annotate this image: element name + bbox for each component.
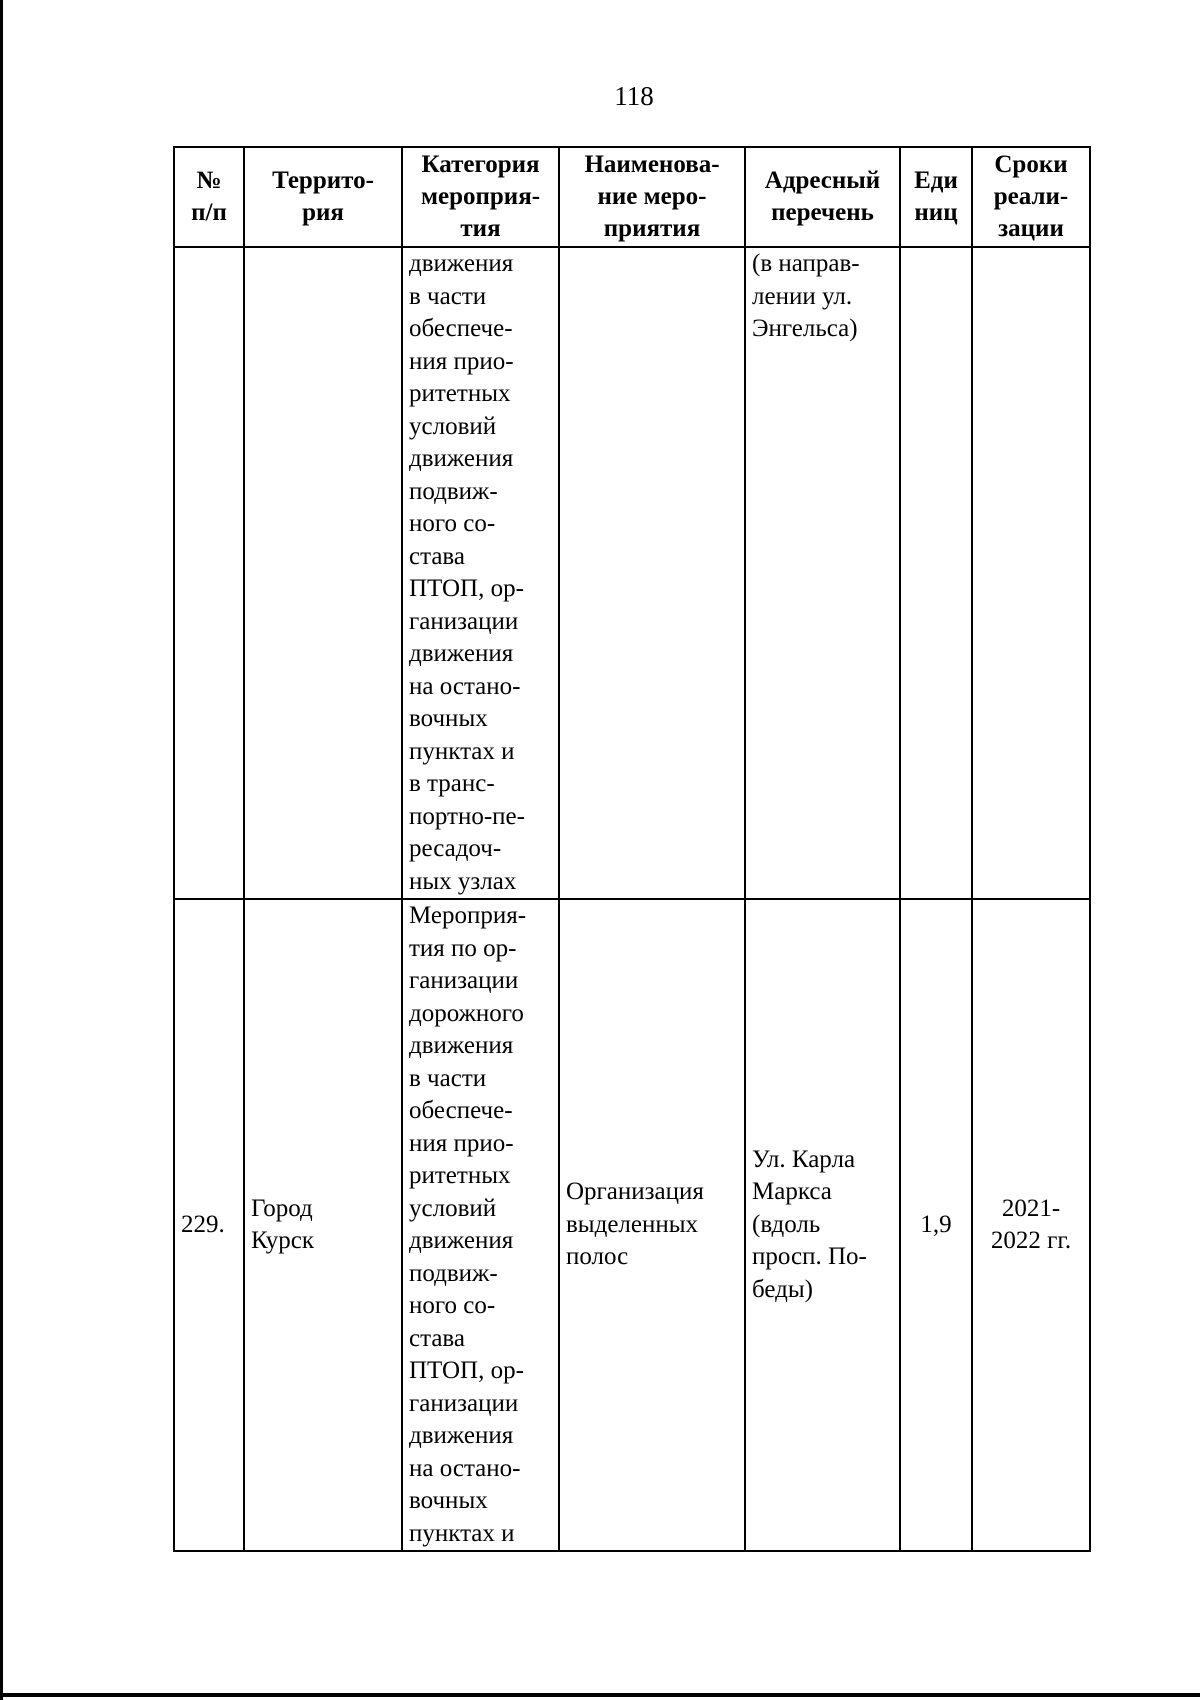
cell-period [972,247,1090,899]
header-address: Адресный перечень [745,147,900,247]
cell-address: Ул. Карла Маркса (вдоль просп. По- беды) [745,899,900,1551]
cell-category: движения в части обеспече- ния прио- ритетных условий движения подвиж- ного со- става ПТОП, ор- ганизации движения на остано- вочных пунктах и в транс- портно-пе- ресадоч- ных узлах [402,247,559,899]
table-header-row [174,147,1090,247]
cell-units: 1,9 [900,899,972,1551]
cell-territory: Город Курск [244,899,402,1551]
cell-territory [244,247,402,899]
cell-period: 2021- 2022 гг. [972,899,1090,1551]
cell-address: (в направ- лении ул. Энгельса) [745,247,900,899]
header-territory: Террито- рия [244,147,402,247]
table-row [174,247,1090,899]
table-row [174,899,1090,1551]
cell-number: 229. [174,899,244,1551]
header-category: Категория мероприя- тия [402,147,559,247]
header-units: Еди ниц [900,147,972,247]
cell-category: Мероприя- тия по ор- ганизации дорожного движения в части обеспече- ния прио- ритетных условий движения подвиж- ного со- става ПТОП, ор- ганизации движения на остано- вочных пунктах и [402,899,559,1551]
page-number: 118 [614,81,654,111]
measures-table [173,146,1091,1552]
header-period: Сроки реали- зации [972,147,1090,247]
scan-left-edge [0,0,3,1700]
scan-bottom-edge [0,1693,1200,1697]
cell-number [174,247,244,899]
cell-name [559,247,745,899]
header-name: Наименова- ние меро- приятия [559,147,745,247]
header-number: № п/п [174,147,244,247]
cell-name: Организация выделенных полос [559,899,745,1551]
cell-units [900,247,972,899]
